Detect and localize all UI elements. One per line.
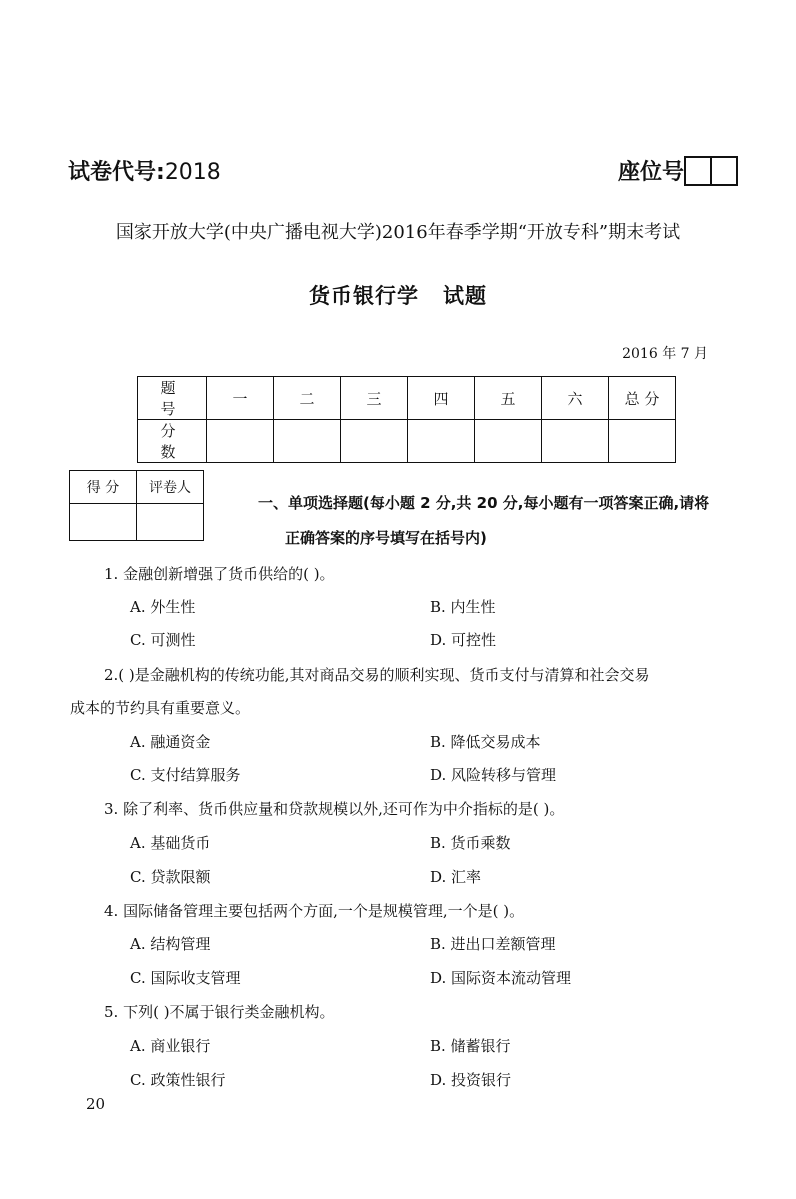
score-cell[interactable] bbox=[475, 420, 542, 463]
exam-title bbox=[0, 280, 796, 310]
score-cell[interactable] bbox=[341, 420, 408, 463]
score-table-header-cell: 总 分 bbox=[609, 377, 676, 420]
question-option: D. 风险转移与管理 bbox=[430, 766, 557, 784]
seat-number bbox=[618, 155, 738, 186]
score-table-header-row bbox=[138, 377, 676, 420]
grader-score-cell[interactable] bbox=[70, 504, 137, 541]
exam-subject: 货币银行学 bbox=[309, 284, 419, 308]
question-option: C. 贷款限额 bbox=[130, 868, 211, 886]
question-option: C. 政策性银行 bbox=[130, 1071, 226, 1089]
grader-score-header: 得 分 bbox=[70, 471, 137, 504]
question-stem: 4. 国际储备管理主要包括两个方面,一个是规模管理,一个是( )。 bbox=[104, 902, 525, 920]
score-cell[interactable] bbox=[542, 420, 609, 463]
score-table-score-label: 分 数 bbox=[138, 420, 207, 463]
question-option: C. 支付结算服务 bbox=[130, 766, 241, 784]
score-cell[interactable] bbox=[609, 420, 676, 463]
question-option: D. 汇率 bbox=[430, 868, 482, 886]
question-option: A. 基础货币 bbox=[130, 834, 211, 852]
question-option: A. 结构管理 bbox=[130, 935, 211, 953]
exam-code-value: 2018 bbox=[164, 160, 221, 185]
seat-box bbox=[710, 156, 738, 186]
question-option: B. 内生性 bbox=[430, 598, 496, 616]
question-option: D. 投资银行 bbox=[430, 1071, 512, 1089]
question-stem: 2.( )是金融机构的传统功能,其对商品交易的顺利实现、货币支付与清算和社会交易 bbox=[104, 666, 650, 684]
question-stem-continued: 成本的节约具有重要意义。 bbox=[70, 699, 251, 717]
question-option: B. 储蓄银行 bbox=[430, 1037, 511, 1055]
score-table-header-cell: 三 bbox=[341, 377, 408, 420]
grader-name-header: 评卷人 bbox=[137, 471, 204, 504]
question-option: B. 进出口差额管理 bbox=[430, 935, 556, 953]
score-table-score-row bbox=[138, 420, 676, 463]
seat-number-label: 座位号 bbox=[618, 160, 685, 185]
score-table-header-cell: 一 bbox=[207, 377, 274, 420]
page-number: 20 bbox=[86, 1095, 106, 1113]
question-option: B. 降低交易成本 bbox=[430, 733, 541, 751]
section-instructions-line1: 一、单项选择题(每小题 2 分,共 20 分,每小题有一项答案正确,请将 bbox=[258, 494, 710, 512]
question-stem: 3. 除了利率、货币供应量和贷款规模以外,还可作为中介指标的是( )。 bbox=[104, 800, 565, 818]
score-table bbox=[137, 376, 676, 463]
exam-title-suffix: 试题 bbox=[443, 284, 487, 308]
question-option: A. 商业银行 bbox=[130, 1037, 211, 1055]
question-option: D. 国际资本流动管理 bbox=[430, 969, 572, 987]
question-option: D. 可控性 bbox=[430, 631, 497, 649]
exam-code bbox=[68, 155, 221, 186]
question-stem: 5. 下列( )不属于银行类金融机构。 bbox=[104, 1003, 335, 1021]
question-stem: 1. 金融创新增强了货币供给的( )。 bbox=[104, 565, 335, 583]
grader-table bbox=[69, 470, 204, 541]
seat-number-boxes bbox=[686, 156, 738, 186]
seat-box bbox=[684, 156, 712, 186]
question-option: C. 国际收支管理 bbox=[130, 969, 241, 987]
section-instructions-line2: 正确答案的序号填写在括号内) bbox=[285, 529, 487, 547]
exam-code-label: 试卷代号: bbox=[68, 160, 165, 185]
question-option: A. 融通资金 bbox=[130, 733, 211, 751]
score-cell[interactable] bbox=[207, 420, 274, 463]
score-cell[interactable] bbox=[408, 420, 475, 463]
score-table-header-cell: 题 号 bbox=[138, 377, 207, 420]
score-cell[interactable] bbox=[274, 420, 341, 463]
question-option: C. 可测性 bbox=[130, 631, 196, 649]
exam-header: 国家开放大学(中央广播电视大学)2016年春季学期“开放专科”期末考试 bbox=[115, 222, 681, 243]
exam-date: 2016 年 7 月 bbox=[622, 346, 708, 362]
score-table-header-cell: 二 bbox=[274, 377, 341, 420]
score-table-header-cell: 五 bbox=[475, 377, 542, 420]
grader-name-cell[interactable] bbox=[137, 504, 204, 541]
question-option: B. 货币乘数 bbox=[430, 834, 511, 852]
score-table-header-cell: 六 bbox=[542, 377, 609, 420]
question-option: A. 外生性 bbox=[130, 598, 196, 616]
score-table-header-cell: 四 bbox=[408, 377, 475, 420]
